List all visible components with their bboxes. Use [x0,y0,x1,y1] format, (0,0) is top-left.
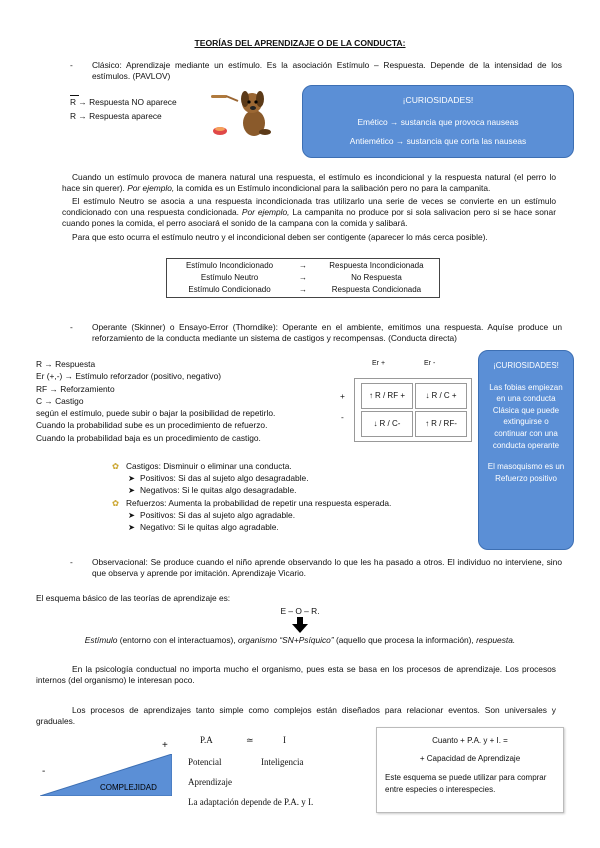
operante-text: Operante (Skinner) o Ensayo-Error (Thorndike): Operante en el ambiente, emitimos una respuesta. Aquíse produce un reforzamiento de la conducta mediante un sistema de castigos y recompensas. (Conducta directa) [92,322,562,343]
definition-line: Cuando la probabilidad baja es un procedimiento de castigo. [36,432,261,443]
arrow-bullet-icon: ➤ [128,485,136,496]
grid-cell-text: R / C + [431,390,457,400]
paragraph-1-italic: Por ejemplo, [127,182,175,193]
list-item [110,460,470,472]
definition-line: R → Respuesta [36,359,96,369]
complejidad-plus: + [162,740,168,751]
overline-mark [70,95,79,96]
grid-col-header-2: Er - [424,360,436,367]
grid-row-plus: + [340,391,345,401]
capacidad-line-2: + Capacidad de Aprendizaje [419,753,521,763]
closing-paragraph-2: Los procesos de aprendizajes tanto simple como complejos están diseñados para relacionar eventos. Son universales y graduales. [36,705,556,726]
i-label: I [283,735,286,745]
curiosidades-masoquismo: El masoquismo es un Refuerzo positivo [487,462,565,483]
paragraph-2-italic: Por ejemplo, [241,206,290,217]
esquema-explanation [0,635,600,646]
page-title: TEORÍAS DEL APRENDIZAJE O DE LA CONDUCTA: [194,38,406,48]
esquema-respuesta: respuesta. [476,635,516,645]
table-row [167,260,439,272]
operante-definitions [36,358,336,444]
grid-cell-text: R / RF + [374,390,405,400]
curiosidades-line-2: Antiemético → sustancia que corta las nauseas [349,135,527,146]
paragraph-1 [62,172,556,194]
approx-icon: ≃ [246,735,254,745]
table-cell: Estímulo Condicionado [188,285,271,294]
castigos-positivos: Positivos: Si das al sujeto algo desagradable. [140,473,309,484]
castigos-refuerzos-list [110,460,470,533]
paragraph-2-text-b: La campanita no produce por si sola salivacion pero si se hace sonar cuando pones la comida, el perro asociará el sonido de la campana con la comida y salibará. [62,206,557,228]
clasico-text: Clásico: Aprendizaje mediante un estímulo. Es la asociación Estímulo – Respuesta. Depende de la intensidad de los estímulos. (PAVLOV) [92,60,562,81]
refuerzos-negativo: Negativo: Si le quitas algo agradable. [140,522,279,533]
grid-cell-text: R / RF- [431,418,457,428]
curiosidades-line-1: Emético → sustancia que provoca nauseas [357,117,519,127]
arrow-bullet-icon: ➤ [128,509,136,520]
arrow-icon: → [298,285,307,294]
table-cell: Respuesta Condicionada [331,285,422,294]
curiosidades-title: ¡CURIOSIDADES! [402,95,474,105]
observacional-text: Observacional: Se produce cuando el niño aprende observando lo que les ha pasado a otros. El individuo no interviene, sino que observa y aprende por imitación. Aprendizaje Vicario. [92,557,562,578]
refuerzos-positivos: Positivos: Si das al sujeto algo agradable. [140,509,296,520]
definition-line: según el estímulo, puede subir o bajar la posibilidad de repetirlo. [36,408,276,419]
curiosidades-title: ¡CURIOSIDADES! [493,361,559,370]
esquema-estimulo: Estímulo [84,635,118,645]
r-bar-text: R → Respuesta NO aparece [70,97,177,107]
capacidad-box [376,727,564,813]
list-dash: - [70,322,73,332]
list-dash: - [70,557,73,567]
capacidad-line-1: Cuanto + P.A. y + I. = [432,736,508,745]
up-arrow-icon: ↑ [425,418,430,428]
list-item [110,472,470,484]
pa-label: P.A [200,735,213,745]
flower-bullet-icon: ✿ [112,497,120,508]
table-row [167,272,439,284]
table-cell: Respuesta Incondicionada [329,261,424,270]
grid-cell-rf-minus [415,411,467,437]
definition-line: RF → Reforzamiento [36,383,115,394]
down-arrow-icon: ↓ [373,418,378,428]
definition-line: Er (+,-) → Estímulo reforzador (positivo, negativo) [36,371,222,382]
castigos-negativos: Negativos: Si le quitas algo desagradable. [140,485,297,496]
reinforcement-grid [354,378,472,442]
grid-row-minus: - [341,412,344,422]
esquema-text: (entorno con el interactuamos), [119,635,236,645]
closing-paragraph-1: En la psicología conductual no importa mucho el organismo, pues esta se basa en los procesos de aprendizaje. Los procesos internos (del organismo) le interesan poco. [36,664,556,685]
aprendizaje-label: Aprendizaje [188,777,232,787]
grid-cell-rf-plus [361,383,413,409]
r-line: R → Respuesta aparece [70,111,162,121]
curiosidades-fobias: Las fobias empiezan en una conducta Clásica que puede extinguirse o continuar con una conducta operante [489,382,563,450]
definition-line: Cuando la probabilidad sube es un procedimiento de refuerzo. [36,420,268,431]
dog-icon [208,87,274,139]
list-item [110,497,470,509]
potencial-label: Potencial [188,757,222,767]
down-arrow-icon [292,617,308,636]
esquema-heading: El esquema básico de las teorías de aprendizaje es: [36,593,231,603]
paragraph-2 [62,196,556,228]
table-cell: No Respuesta [351,273,402,282]
curiosidades-box-2 [478,350,574,550]
list-dash: - [70,60,73,70]
curiosidades-box-1 [302,85,574,158]
arrow-bullet-icon: ➤ [128,522,136,533]
complejidad-label: COMPLEJIDAD [100,783,157,792]
table-cell: Estímulo Incondicionado [185,261,274,270]
definition-line: C → Castigo [36,395,84,406]
flower-bullet-icon: ✿ [112,461,120,471]
arrow-icon: → [298,273,307,282]
paragraph-1-text-a: Cuando un estímulo provoca de manera natural una respuesta, el estímulo es incondicional y la respuesta natural (el perro lo hace sin querer). [62,172,556,193]
stimulus-response-table [166,258,440,298]
paragraph-2-text-a: El estímulo Neutro se asocia a una respuesta incondicionada tras utilizarlo una serie de veces se convierte en un estímulo condicionado con una respuesta condicionada. [62,196,556,217]
grid-cell-c-plus [415,383,467,409]
esquema-text: (aquello que procesa la información), [335,635,474,645]
paragraph-1-text-b: la comida es un Estímulo incondicional para la salibación pero no para la campanita. [176,182,491,193]
refuerzos-heading: Refuerzos: Aumenta la probabilidad de repetir una respuesta esperada. [126,497,392,508]
list-item [110,521,470,533]
capacidad-line-3: Este esquema se puede utilizar para comprar entre especies o interespecies. [385,773,547,794]
paragraph-3: Para que esto ocurra el estímulo neutro y el incondicional deben ser contigente (aparecer lo más cerca posible). [72,232,488,242]
down-arrow-icon: ↓ [425,390,430,400]
up-arrow-icon: ↑ [368,390,373,400]
table-row [167,284,439,296]
list-item [110,484,470,496]
esquema-organismo: organismo “SN+Psíquico” [237,635,334,645]
table-cell: Estímulo Neutro [200,273,259,282]
arrow-icon: → [298,261,307,270]
r-bar-line [70,97,177,108]
list-item [110,509,470,521]
grid-cell-c-minus [361,411,413,437]
dog-illustration [208,87,274,139]
complejidad-minus: - [42,766,46,777]
castigos-heading: Castigos: Disminuir o eliminar una conducta. [126,461,292,471]
arrow-bullet-icon: ➤ [128,473,136,484]
adaptacion-label: La adaptación depende de P.A. y I. [188,797,314,807]
inteligencia-label: Inteligencia [261,757,304,767]
esquema-formula: E – O – R. [280,606,320,616]
grid-col-header-1: Er + [372,360,386,367]
grid-cell-text: R / C- [379,418,401,428]
